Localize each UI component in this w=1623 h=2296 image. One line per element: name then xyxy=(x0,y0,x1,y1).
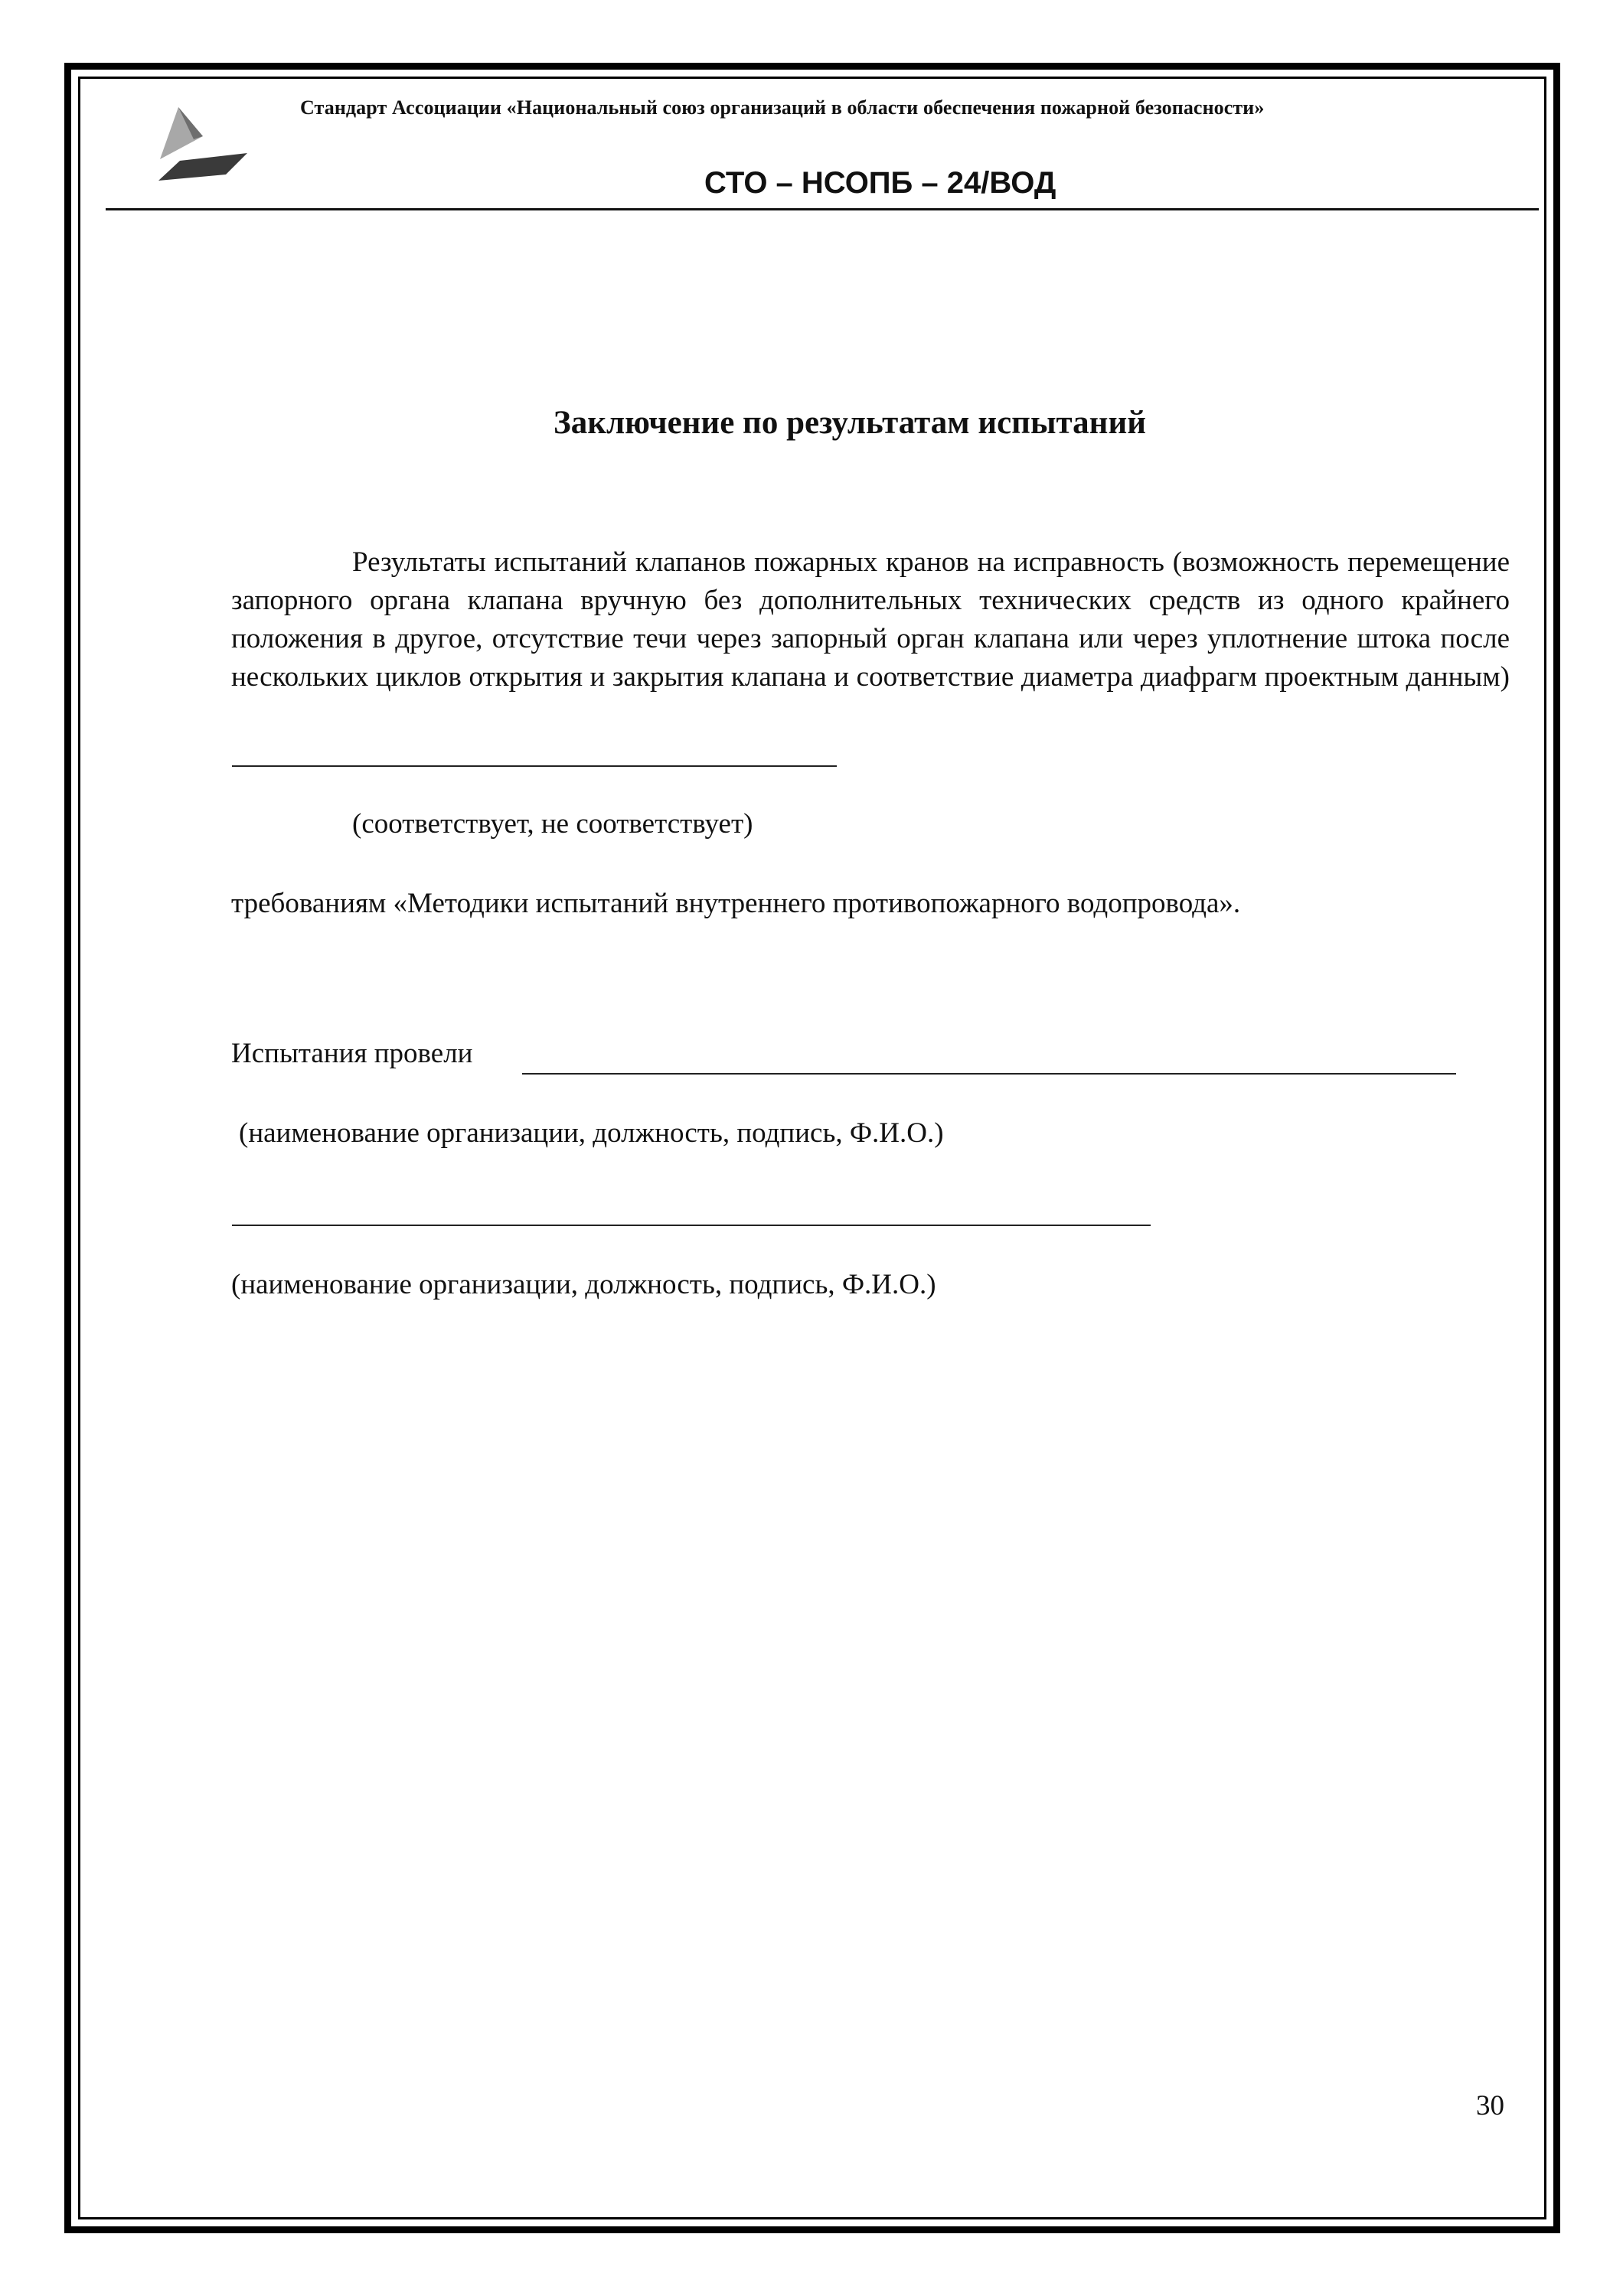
status-hint: (соответствует, не соответствует) xyxy=(352,808,753,840)
tested-by-label: Испытания провели xyxy=(231,1038,473,1069)
nsopb-logo xyxy=(157,106,249,190)
document-code: СТО – НСОПБ – 24/ВОД xyxy=(704,166,1056,200)
header-divider xyxy=(106,208,1539,210)
requirements-text: требованиям «Методики испытаний внутреннего противопожарного водопровода». xyxy=(231,888,1241,919)
results-paragraph xyxy=(231,543,1510,696)
signature-hint-first: (наименование организации, должность, подпись, Ф.И.О.) xyxy=(239,1117,944,1149)
signature-hint-second: (наименование организации, должность, подпись, Ф.И.О.) xyxy=(231,1269,936,1300)
second-signature-blank-line[interactable] xyxy=(232,1225,1151,1226)
page-title: Заключение по результатам испытаний xyxy=(554,405,1146,441)
page-number: 30 xyxy=(1476,2090,1504,2122)
header-organization: Стандарт Ассоциации «Национальный союз организаций в области обеспечения пожарной безопасности» xyxy=(300,96,1265,119)
tested-by-blank-line[interactable] xyxy=(522,1073,1456,1075)
nsopb-logo-icon xyxy=(157,106,249,190)
result-blank-line[interactable] xyxy=(232,765,837,767)
results-paragraph-text: Результаты испытаний клапанов пожарных кранов на исправность (возможность перемещение запорного органа клапана вручную без дополнительных технических средств из одного крайнего положения в другое, отсутствие течи через запорный орган клапана или через уплотнение штока после нескольких циклов открытия и закрытия клапана и соответствие диаметра диафрагм проектным данным) xyxy=(231,546,1510,693)
